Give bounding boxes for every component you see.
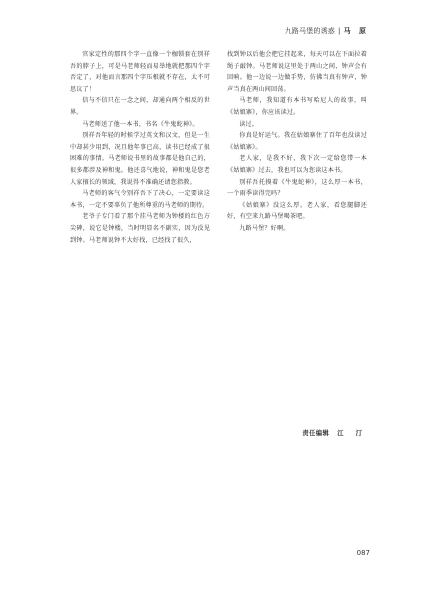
paragraph: 你真是好运气。我在姑娘寨住了百年也没读过《姑娘寨》。 — [227, 132, 367, 151]
paragraph: 别祥吾年轻的时候学过英文和汉文，但是一生中却甚少用到，况且他年事已高，读书已经成了很困难的事情。马老师说书里的故事都是他自己的，很多都涉及神和鬼。他还喜气地说，神和鬼是您老人家擅长的领域，我说得不准确还请您指教。 — [70, 132, 210, 186]
paragraph: 马老师，我知道有本书写哈尼人的故事，叫《姑娘寨》，你应该读过。 — [227, 97, 367, 116]
running-head-author: 马 原 — [343, 27, 369, 35]
paragraph: 老爷子专门看了那个挂马老师为钟楼的红色方尖碑，说它是钟楼，当时明显名不副实，因为没见到钟。马老师说钟不大好找，已经找了很久， — [70, 213, 210, 244]
paragraph: 《姑娘寨》没这么厚。老人家，看您腿脚还好，有空来九路马堡喝茶吧。 — [227, 201, 367, 221]
paragraph: 九路马堡？好啊。 — [239, 224, 290, 232]
running-head — [285, 26, 369, 36]
left-text-column — [70, 49, 210, 246]
right-text-column — [227, 49, 367, 235]
paragraph-continued: 找到钟以后他会把它挂起来，每天可以在下面拉着绳子敲钟。马老师说这里处于两山之间，钟声会有回响。他一边说一边做手势，仿佛当真有钟声，钟声当真在两山间回荡。 — [227, 51, 367, 93]
editor-label: 责任编辑 — [302, 430, 330, 437]
page-number: 087 — [356, 549, 370, 557]
running-head-title: 九路马堡的诱惑 — [284, 27, 335, 35]
running-head-separator: | — [338, 27, 341, 35]
paragraph: 老人家，是我不好，我下次一定给您带一本《姑娘寨》过去，我也可以为您读这本书。 — [227, 155, 367, 174]
editor-name: 江 汀 — [337, 430, 367, 437]
paragraph: 官家定性的那四个字一直像一个枷锁套在别祥吾的脖子上，可是马老师轻而易举地就把那四个字否定了，对他而言那四个字压根就不存在，太不可思议了！ — [70, 51, 210, 93]
paragraph: 读过。 — [239, 120, 259, 128]
paragraph: 别祥吾托摸着《牛鬼蛇神》，这么厚一本书，一个雨季读得完吗？ — [227, 178, 367, 198]
paragraph: 马老师的客气令别祥吾下了决心，一定要读这本书，一定不要辜负了他所尊重的马老师的期待。 — [70, 190, 210, 209]
paragraph: 马老师送了他一本书，书名《牛鬼蛇神》。 — [82, 120, 199, 128]
paragraph: 信与不信只在一念之间，却通向两个相反的世界。 — [70, 97, 210, 116]
editor-credit — [302, 428, 367, 437]
